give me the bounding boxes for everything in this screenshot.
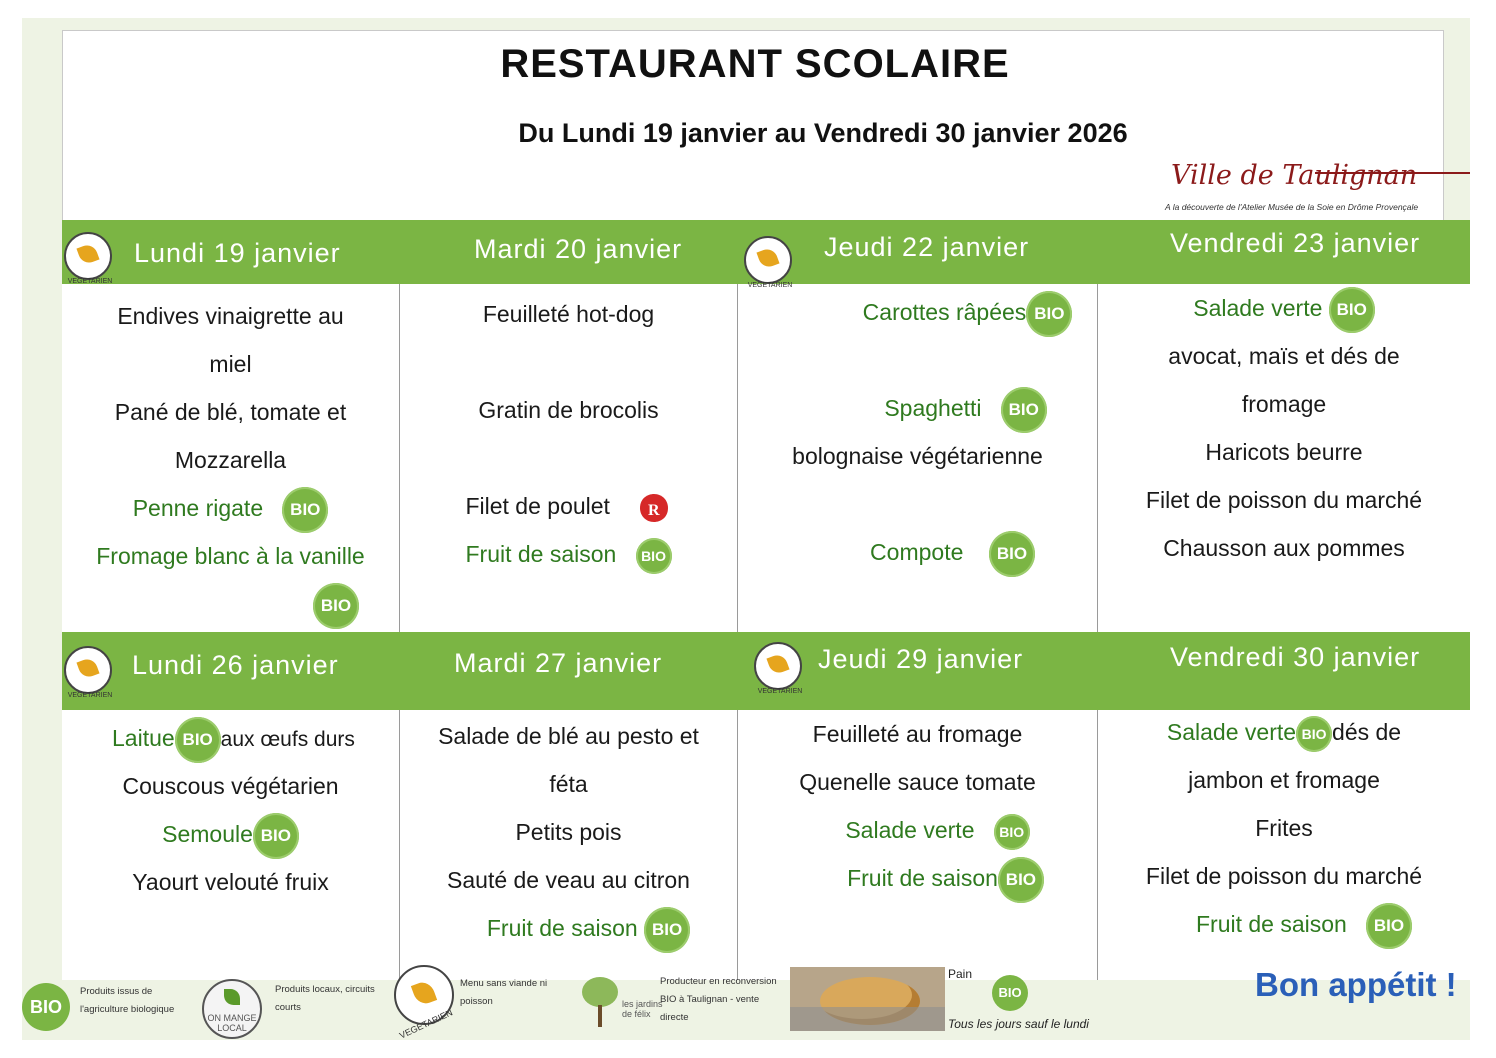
menu-cell-vendredi-30 [1098, 708, 1470, 948]
menu-cell-mardi-20 [400, 290, 737, 578]
menu-item: féta [549, 771, 588, 797]
menu-item: Salade de blé au pesto et [438, 723, 699, 749]
menu-item: Haricots beurre [1205, 439, 1363, 465]
menu-item-bio: Fruit de saison BIO [738, 854, 1097, 902]
page-subtitle: Du Lundi 19 janvier au Vendredi 30 janvier 2026 [518, 118, 1128, 148]
jardins-de-felix-logo [580, 975, 620, 1031]
menu-cell-jeudi-29 [738, 710, 1097, 902]
menu-item-bio: Compote BIO [738, 528, 1097, 576]
logo-script: Ville de Taulignan [1171, 160, 1418, 191]
menu-item: Couscous végétarien [122, 773, 339, 799]
bio-badge-icon: BIO [644, 907, 690, 953]
menu-item-bio: Spaghetti BIO [738, 384, 1097, 432]
day-header-mardi-20: Mardi 20 janvier [474, 234, 683, 264]
legend-bio-text: Produits issus de l'agriculture biologique [80, 986, 175, 1015]
menu-item-bio: Semoule BIO [62, 810, 399, 858]
menu-cell-lundi-26 [62, 714, 399, 906]
bio-badge-icon: BIO [22, 983, 70, 1031]
menu-item-bio: Fruit de saison BIO [400, 530, 737, 578]
legend-pain-note: Tous les jours sauf le lundi [948, 1017, 1089, 1031]
menu-item-bio: Fromage blanc à la vanille [96, 543, 365, 569]
svg-text:R: R [647, 501, 660, 519]
bio-badge-icon: BIO [253, 813, 299, 859]
menu-item: miel [209, 351, 252, 377]
legend-footer [22, 967, 1122, 1045]
on-mange-local-icon: ON MANGE LOCAL [202, 979, 262, 1039]
menu-item: Feuilleté hot-dog [482, 301, 655, 327]
bread-photo [790, 967, 945, 1031]
vegetarien-icon: VEGETARIEN [744, 236, 792, 284]
bio-badge-icon: BIO [989, 531, 1035, 577]
legend-pain-label: Pain [948, 967, 973, 981]
menu-cell-lundi-19 [62, 292, 399, 628]
bio-badge-icon: BIO [1329, 287, 1375, 333]
day-header-jeudi-22: Jeudi 22 janvier [824, 232, 1030, 262]
day-header-lundi-19: Lundi 19 janvier [134, 238, 341, 268]
menu-cell-mardi-27 [400, 712, 737, 952]
day-header-vendredi-30: Vendredi 30 janvier [1170, 642, 1421, 672]
menu-grid [62, 220, 1470, 980]
bio-badge-icon: BIO [1366, 903, 1412, 949]
menu-item: Endives vinaigrette au [117, 303, 344, 329]
menu-item: Feuilleté au fromage [812, 721, 1023, 747]
bio-badge-icon: BIO [998, 857, 1044, 903]
page-title: RESTAURANT SCOLAIRE [500, 42, 1010, 86]
menu-item-bio: Salade verte BIO [1098, 284, 1470, 332]
menu-item-bio: Salade verte BIO dés de [1098, 708, 1470, 756]
bio-badge-icon: BIO [1026, 291, 1072, 337]
menu-item: fromage [1241, 391, 1327, 417]
menu-item: Frites [1255, 815, 1313, 841]
menu-cell-vendredi-23 [1098, 284, 1470, 572]
menu-item: Quenelle sauce tomate [799, 769, 1036, 795]
day-header-lundi-26: Lundi 26 janvier [132, 650, 339, 680]
menu-item: Pané de blé, tomate et [114, 399, 347, 425]
menu-item: Petits pois [515, 819, 622, 845]
bio-badge-icon: BIO [992, 975, 1028, 1011]
menu-item: Mozzarella [174, 447, 287, 473]
bio-badge-icon: BIO [1001, 387, 1047, 433]
day-header-vendredi-23: Vendredi 23 janvier [1170, 228, 1421, 258]
bio-badge-icon: BIO [175, 717, 221, 763]
bio-badge-icon: BIO [313, 583, 359, 629]
vegetarien-icon: VEGETARIEN [754, 642, 802, 690]
bio-badge-row [62, 580, 399, 628]
vegetarien-icon: VEGETARIEN [64, 646, 112, 694]
menu-item-bio: Carottes râpées BIO [738, 288, 1097, 336]
menu-item: Yaourt velouté fruix [132, 869, 329, 895]
menu-item-label-rouge: Filet de poulet R [400, 482, 737, 530]
ville-taulignan-logo [1165, 160, 1470, 216]
jardins-logo-text: les jardins de félix [622, 999, 663, 1019]
day-header-jeudi-29: Jeudi 29 janvier [818, 644, 1024, 674]
closing-message: Bon appétit ! [1255, 966, 1457, 1003]
label-rouge-icon [636, 490, 672, 526]
menu-cell-jeudi-22 [738, 288, 1097, 576]
logo-tagline: A la découverte de l'Atelier Musée de la Soie en Drôme Provençale [1165, 202, 1419, 212]
menu-item-bio: Salade verte BIO [738, 806, 1097, 854]
menu-item: Filet de poisson du marché [1145, 863, 1423, 889]
menu-item: bolognaise végétarienne [792, 443, 1043, 469]
vegetarien-icon: VEGETARIEN [64, 232, 112, 280]
menu-item: jambon et fromage [1188, 767, 1380, 793]
menu-item-bio: Laitue BIO aux œufs durs [62, 714, 399, 762]
vegetarien-icon: VEGETARIEN [394, 965, 454, 1025]
menu-item: avocat, maïs et dés de [1168, 343, 1400, 369]
legend-veg-text: Menu sans viande ni poisson [460, 978, 548, 1007]
menu-item: Filet de poisson du marché [1145, 487, 1423, 513]
menu-item-bio: Penne rigate BIO [62, 484, 399, 532]
bio-badge-icon: BIO [1296, 716, 1332, 752]
legend-producteur-text: Producteur en reconversion BIO à Taulignan - vente directe [660, 976, 777, 1023]
menu-item: Chausson aux pommes [1163, 535, 1405, 561]
day-header-mardi-27: Mardi 27 janvier [454, 648, 663, 678]
menu-item: Gratin de brocolis [478, 397, 659, 423]
bio-badge-icon: BIO [636, 538, 672, 574]
legend-local-text: Produits locaux, circuits courts [275, 984, 375, 1013]
menu-item: Sauté de veau au citron [447, 867, 690, 893]
menu-item-bio: Fruit de saison BIO [1098, 900, 1470, 948]
bio-badge-icon: BIO [282, 487, 328, 533]
menu-item-bio: Fruit de saison BIO [400, 904, 737, 952]
bio-badge-icon: BIO [994, 814, 1030, 850]
